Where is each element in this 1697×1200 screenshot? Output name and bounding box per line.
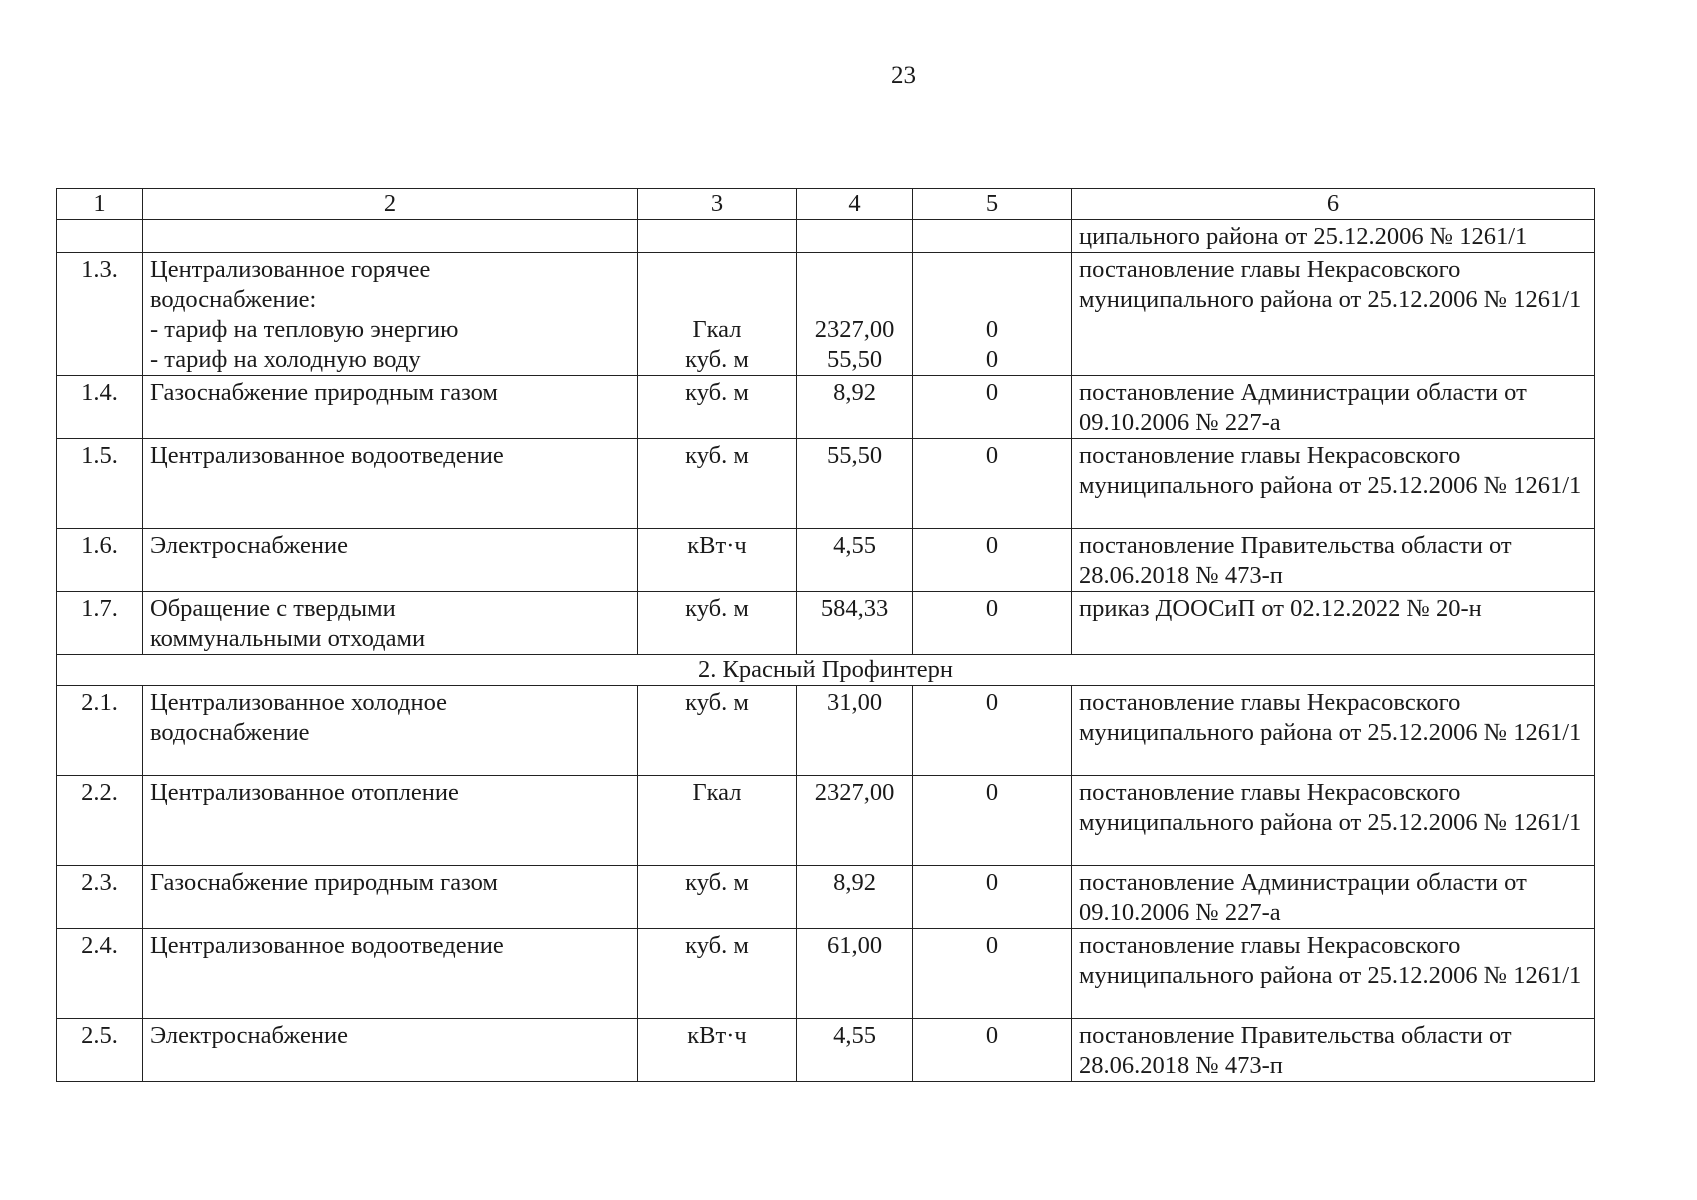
legal-document: постановление главы Некрасовского муниципального района от 25.12.2006 № 1261/1 xyxy=(1072,686,1595,776)
column-number: 3 xyxy=(638,189,797,220)
table-row xyxy=(57,253,1595,376)
table-row xyxy=(57,776,1595,866)
legal-document: приказ ДООСиП от 02.12.2022 № 20-н xyxy=(1072,592,1595,655)
unit-of-measure: Гкал куб. м xyxy=(638,253,797,376)
tariff-value: 4,55 xyxy=(797,529,913,592)
section-row xyxy=(57,655,1595,686)
service-name: Централизованное водоотведение xyxy=(143,929,638,1019)
service-name: Электроснабжение xyxy=(143,529,638,592)
unit-of-measure: кВт·ч xyxy=(638,1019,797,1082)
index-value: 0 xyxy=(913,529,1072,592)
index-value: 0 xyxy=(913,686,1072,776)
service-name: Централизованное холодное водоснабжение xyxy=(143,686,638,776)
column-number-row xyxy=(57,189,1595,220)
index-value: 0 xyxy=(913,929,1072,1019)
index-value: 0 0 xyxy=(913,253,1072,376)
row-number: 1.6. xyxy=(57,529,143,592)
unit-of-measure: куб. м xyxy=(638,686,797,776)
column-number: 2 xyxy=(143,189,638,220)
table-row xyxy=(57,592,1595,655)
service-name: Газоснабжение природным газом xyxy=(143,376,638,439)
index-value: 0 xyxy=(913,866,1072,929)
unit-of-measure xyxy=(638,220,797,253)
legal-document: постановление Правительства области от 28.06.2018 № 473-п xyxy=(1072,1019,1595,1082)
row-number: 1.7. xyxy=(57,592,143,655)
tariff-value: 61,00 xyxy=(797,929,913,1019)
section-title: 2. Красный Профинтерн xyxy=(57,655,1595,686)
unit-of-measure: куб. м xyxy=(638,929,797,1019)
legal-document: постановление Правительства области от 28.06.2018 № 473-п xyxy=(1072,529,1595,592)
legal-document: постановление главы Некрасовского муниципального района от 25.12.2006 № 1261/1 xyxy=(1072,253,1595,376)
unit-of-measure: куб. м xyxy=(638,376,797,439)
column-number: 1 xyxy=(57,189,143,220)
row-number: 2.1. xyxy=(57,686,143,776)
table-row xyxy=(57,220,1595,253)
service-name xyxy=(143,220,638,253)
table-row xyxy=(57,529,1595,592)
index-value: 0 xyxy=(913,376,1072,439)
service-name: Электроснабжение xyxy=(143,1019,638,1082)
service-name: Обращение с твердыми коммунальными отходами xyxy=(143,592,638,655)
column-number: 4 xyxy=(797,189,913,220)
legal-document: постановление главы Некрасовского муниципального района от 25.12.2006 № 1261/1 xyxy=(1072,439,1595,529)
column-number: 5 xyxy=(913,189,1072,220)
row-number: 2.4. xyxy=(57,929,143,1019)
index-value: 0 xyxy=(913,1019,1072,1082)
page-number: 23 xyxy=(891,62,916,89)
tariff-value: 8,92 xyxy=(797,866,913,929)
table-row xyxy=(57,686,1595,776)
tariff-value: 31,00 xyxy=(797,686,913,776)
row-number: 2.3. xyxy=(57,866,143,929)
row-number xyxy=(57,220,143,253)
row-number: 2.5. xyxy=(57,1019,143,1082)
index-value: 0 xyxy=(913,439,1072,529)
tariff-table xyxy=(56,188,1595,1082)
unit-of-measure: Гкал xyxy=(638,776,797,866)
legal-document: постановление Администрации области от 09.10.2006 № 227-а xyxy=(1072,866,1595,929)
row-number: 1.4. xyxy=(57,376,143,439)
tariff-value: 2327,00 xyxy=(797,776,913,866)
table-row xyxy=(57,439,1595,529)
unit-of-measure: кВт·ч xyxy=(638,529,797,592)
row-number: 1.3. xyxy=(57,253,143,376)
index-value: 0 xyxy=(913,592,1072,655)
tariff-value: 584,33 xyxy=(797,592,913,655)
tariff-value: 55,50 xyxy=(797,439,913,529)
unit-of-measure: куб. м xyxy=(638,866,797,929)
service-name: Централизованное горячее водоснабжение: - тариф на тепловую энергию - тариф на холодную воду xyxy=(143,253,638,376)
table-row xyxy=(57,866,1595,929)
table-row xyxy=(57,376,1595,439)
table-row xyxy=(57,929,1595,1019)
legal-document: постановление главы Некрасовского муниципального района от 25.12.2006 № 1261/1 xyxy=(1072,776,1595,866)
index-value: 0 xyxy=(913,776,1072,866)
legal-document: постановление Администрации области от 09.10.2006 № 227-а xyxy=(1072,376,1595,439)
tariff-value: 4,55 xyxy=(797,1019,913,1082)
tariff-value xyxy=(797,220,913,253)
row-number: 1.5. xyxy=(57,439,143,529)
row-number: 2.2. xyxy=(57,776,143,866)
tariff-value: 2327,00 55,50 xyxy=(797,253,913,376)
legal-document: ципального района от 25.12.2006 № 1261/1 xyxy=(1072,220,1595,253)
index-value xyxy=(913,220,1072,253)
tariff-value: 8,92 xyxy=(797,376,913,439)
legal-document: постановление главы Некрасовского муниципального района от 25.12.2006 № 1261/1 xyxy=(1072,929,1595,1019)
service-name: Централизованное отопление xyxy=(143,776,638,866)
table-row xyxy=(57,1019,1595,1082)
unit-of-measure: куб. м xyxy=(638,439,797,529)
service-name: Централизованное водоотведение xyxy=(143,439,638,529)
column-number: 6 xyxy=(1072,189,1595,220)
service-name: Газоснабжение природным газом xyxy=(143,866,638,929)
unit-of-measure: куб. м xyxy=(638,592,797,655)
